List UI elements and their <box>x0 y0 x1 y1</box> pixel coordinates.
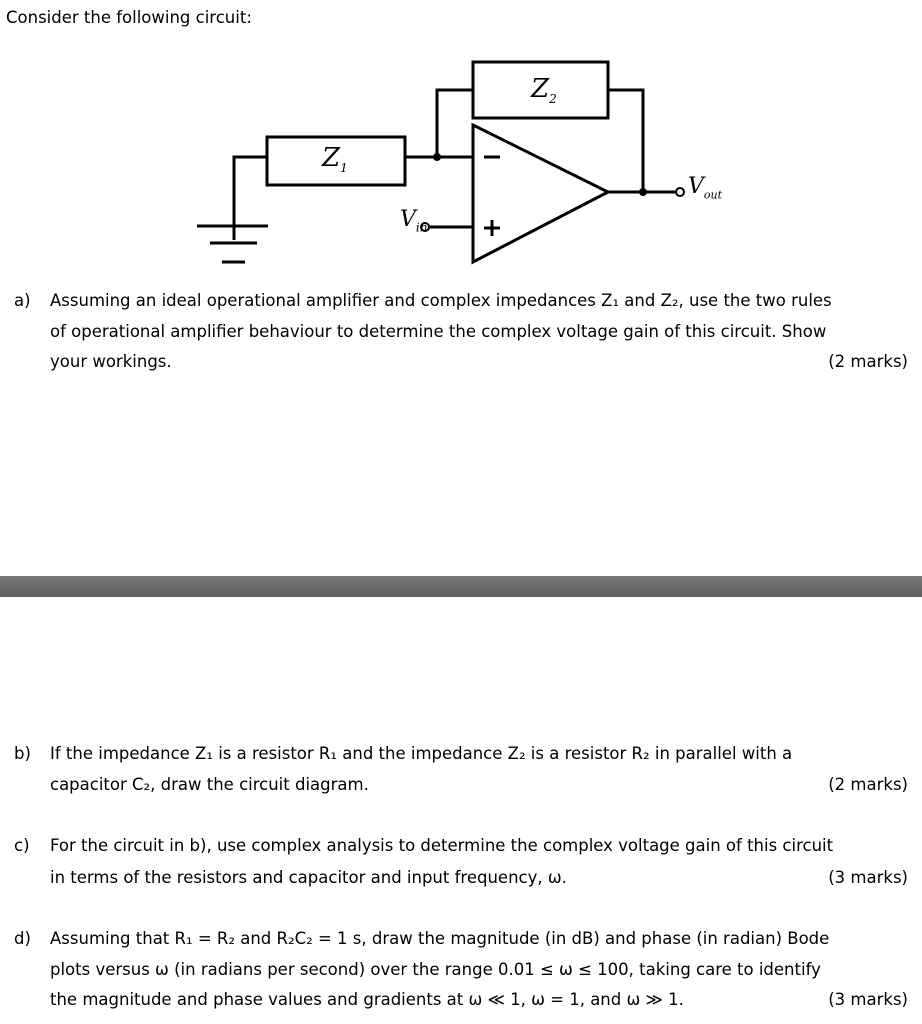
part-c-text: in terms of the resistors and capacitor and input frequency, ω. <box>50 868 567 887</box>
part-d-text: plots versus ω (in radians per second) over the range 0.01 ≤ ω ≤ 100, taking care to identify <box>50 960 821 979</box>
part-b-marks: (2 marks) <box>828 775 908 794</box>
part-a-text: your workings. <box>50 352 172 371</box>
part-b-text: If the impedance Z₁ is a resistor R₁ and the impedance Z₂ is a resistor R₂ in parallel with a <box>50 744 793 763</box>
part-a-marks: (2 marks) <box>828 352 908 371</box>
part-c-label: c) <box>14 836 30 855</box>
intro-text: Consider the following circuit: <box>6 8 252 27</box>
part-d-text: the magnitude and phase values and gradients at ω ≪ 1, ω = 1, and ω ≫ 1. <box>50 990 684 1009</box>
part-d-label: d) <box>14 929 31 948</box>
z2-label: $Z_2$ <box>531 74 557 107</box>
part-a-label: a) <box>14 291 31 310</box>
part-c-marks: (3 marks) <box>828 868 908 887</box>
part-a-text: of operational amplifier behaviour to determine the complex voltage gain of this circuit. Show <box>50 322 827 341</box>
part-d-text: Assuming that R₁ = R₂ and R₂C₂ = 1 s, draw the magnitude (in dB) and phase (in radian) Bode <box>50 929 830 948</box>
vout-label: $V_{out}$ <box>688 174 723 202</box>
part-b-text: capacitor C₂, draw the circuit diagram. <box>50 775 369 794</box>
opamp-symbol <box>473 125 608 262</box>
page-divider <box>0 576 922 597</box>
z1-label: $Z_1$ <box>322 143 348 176</box>
part-a-text: Assuming an ideal operational amplifier and complex impedances Z₁ and Z₂, use the two rules <box>50 291 832 310</box>
vin-label: $V_{in}$ <box>400 207 428 235</box>
part-d-marks: (3 marks) <box>828 990 908 1009</box>
circuit-diagram <box>0 0 922 290</box>
part-b-label: b) <box>14 744 31 763</box>
part-c-text: For the circuit in b), use complex analysis to determine the complex voltage gain of this circuit <box>50 836 834 855</box>
